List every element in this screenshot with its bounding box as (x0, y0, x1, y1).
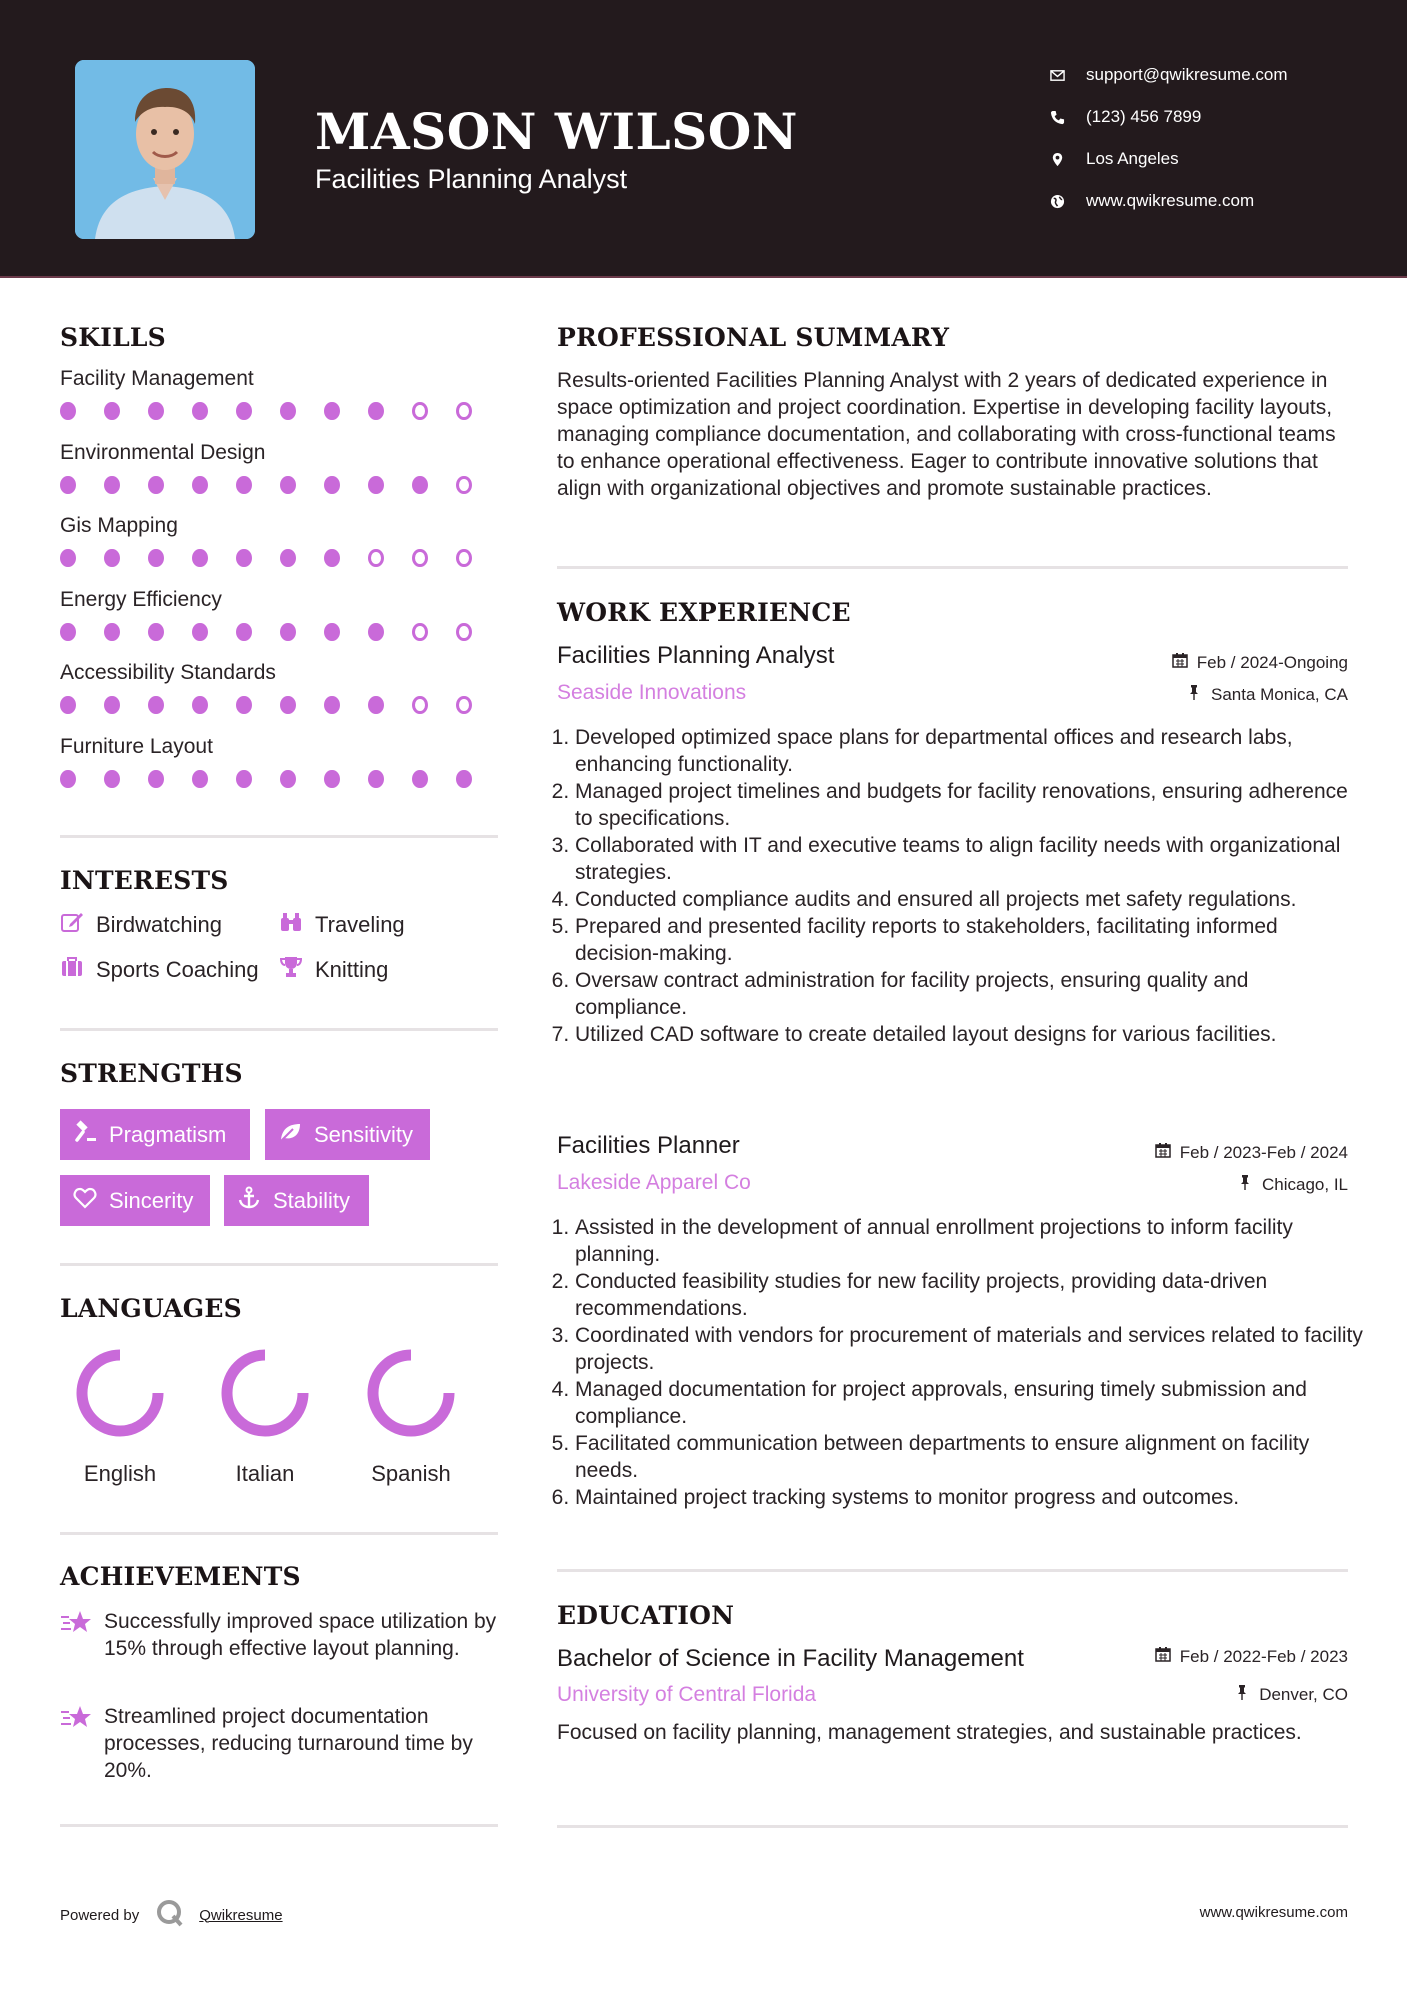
language-name: Italian (235, 1461, 295, 1486)
strengths-divider (60, 1263, 498, 1266)
strength-label: Pragmatism (109, 1121, 227, 1147)
language-arc (227, 1355, 303, 1431)
rating-dot-filled (236, 696, 252, 714)
rating-dot-filled (60, 696, 76, 714)
skill-name: Furniture Layout (60, 734, 213, 758)
leaf-icon (278, 1120, 314, 1150)
resume-header (0, 0, 1407, 278)
strength-chip (224, 1175, 369, 1226)
edit-icon (60, 910, 96, 940)
rating-dot-empty (412, 696, 428, 714)
job-bullet: 6. Oversaw contract administration for facility projects, ensuring quality and compliance. (575, 967, 1365, 1021)
calendar-icon (1172, 652, 1197, 673)
skill-item (60, 587, 500, 641)
rating-dot-filled (324, 770, 340, 788)
experience-heading: WORK EXPERIENCE (557, 598, 851, 627)
education-school: University of Central Florida (557, 1683, 817, 1706)
achievements-divider (60, 1824, 498, 1827)
language-name: Spanish (371, 1461, 451, 1486)
skill-item (60, 513, 500, 567)
summary-heading: PROFESSIONAL SUMMARY (557, 323, 950, 352)
rating-dot-filled (104, 402, 120, 420)
strength-label: Sincerity (109, 1187, 194, 1213)
gavel-icon (73, 1120, 109, 1150)
rating-dot-filled (280, 770, 296, 788)
skill-name: Environmental Design (60, 440, 266, 464)
rating-dot-filled (368, 402, 384, 420)
job-bullet: 3. Collaborated with IT and executive teams to align facility needs with organizational strategies. (575, 832, 1365, 886)
strengths-heading: STRENGTHS (60, 1059, 243, 1088)
education-description: Focused on facility planning, management strategies, and sustainable practices. (557, 1721, 1302, 1744)
rating-dot-filled (280, 402, 296, 420)
rating-dot-empty (368, 549, 384, 567)
rating-dot-filled (104, 476, 120, 494)
rating-dot-filled (148, 770, 164, 788)
contact-phone-text: (123) 456 7899 (1086, 107, 1202, 126)
rating-dot-filled (192, 623, 208, 641)
interest-item (279, 910, 405, 940)
rating-dot-filled (236, 770, 252, 788)
experience-divider (557, 1569, 1348, 1572)
rating-dot-filled (412, 476, 428, 494)
job-bullet: 3. Coordinated with vendors for procurement of materials and services related to facility projects. (575, 1322, 1365, 1376)
rating-dot-empty (412, 402, 428, 420)
rating-dot-filled (236, 476, 252, 494)
rating-dot-filled (368, 623, 384, 641)
rating-dot-empty (456, 549, 472, 567)
map-pin-icon (1050, 152, 1086, 167)
job-bullets (557, 1214, 1365, 1511)
job-dates (1155, 1142, 1348, 1163)
job-title: Facilities Planning Analyst (557, 642, 835, 669)
rating-dot-filled (192, 402, 208, 420)
rating-dot-filled (148, 402, 164, 420)
rating-dot-filled (192, 770, 208, 788)
pushpin-icon (1234, 1684, 1259, 1705)
strength-chip (265, 1109, 430, 1160)
strength-label: Stability (273, 1187, 351, 1213)
interest-label: Traveling (315, 912, 405, 937)
skill-name: Accessibility Standards (60, 661, 276, 684)
star-icon (60, 1703, 104, 1784)
rating-dot-filled (456, 770, 472, 788)
education-degree: Bachelor of Science in Facility Management (557, 1645, 1024, 1672)
rating-dot-filled (148, 623, 164, 641)
rating-dot-filled (192, 476, 208, 494)
job-dates-text: Feb / 2023-Feb / 2024 (1179, 1142, 1348, 1162)
rating-dot-filled (368, 696, 384, 714)
job-bullet: 1. Assisted in the development of annual enrollment projections to inform facility planning. (575, 1214, 1365, 1268)
contact-email[interactable] (1050, 54, 1288, 96)
job-bullets (557, 724, 1365, 1048)
phone-icon (1050, 110, 1086, 125)
languages-heading: LANGUAGES (60, 1294, 242, 1323)
skill-rating (60, 623, 500, 641)
rating-dot-filled (280, 696, 296, 714)
rating-dot-filled (148, 549, 164, 567)
skill-rating (60, 770, 500, 788)
candidate-name: MASON WILSON (315, 102, 798, 161)
contact-phone[interactable] (1050, 96, 1288, 138)
job-company: Lakeside Apparel Co (557, 1171, 751, 1194)
rating-dot-filled (60, 476, 76, 494)
job-location (1237, 1174, 1348, 1195)
rating-dot-filled (104, 770, 120, 788)
education-dates (1155, 1646, 1348, 1667)
summary-divider (557, 566, 1348, 569)
skill-rating (60, 402, 500, 420)
strength-label: Sensitivity (314, 1121, 414, 1147)
interests-divider (60, 1028, 498, 1031)
job-bullet: 1. Developed optimized space plans for departmental offices and research labs, enhancing functionality. (575, 724, 1365, 778)
binoculars-icon (279, 910, 315, 940)
education-dates-text: Feb / 2022-Feb / 2023 (1179, 1646, 1348, 1666)
interest-item (279, 955, 388, 985)
rating-dot-filled (60, 402, 76, 420)
achievement-item (60, 1703, 500, 1784)
contact-info (1050, 54, 1288, 222)
anchor-icon (237, 1186, 273, 1216)
interest-label: Knitting (315, 957, 389, 982)
rating-dot-filled (324, 696, 340, 714)
skill-item (60, 366, 500, 420)
job-bullet: 5. Prepared and presented facility reports to stakeholders, facilitating informed decision-making. (575, 913, 1365, 967)
language-ring (361, 1343, 461, 1443)
education-location (1234, 1684, 1348, 1705)
rating-dot-empty (412, 549, 428, 567)
envelope-icon (1050, 68, 1086, 83)
skill-rating (60, 696, 500, 714)
rating-dot-filled (368, 476, 384, 494)
language-ring (215, 1343, 315, 1443)
job-bullet: 2. Managed project timelines and budgets for facility renovations, ensuring adherence to specifications. (575, 778, 1365, 832)
rating-dot-filled (104, 549, 120, 567)
achievement-text: Successfully improved space utilization by 15% through effective layout planning. (104, 1610, 497, 1660)
calendar-icon (1155, 1142, 1180, 1163)
rating-dot-filled (324, 623, 340, 641)
languages-divider (60, 1532, 498, 1535)
contact-location-text: Los Angeles (1086, 149, 1179, 168)
powered-by-text: Powered by (60, 1906, 140, 1924)
job-location (1186, 684, 1348, 705)
skill-rating (60, 476, 500, 494)
job-bullet: 5. Facilitated communication between departments to ensure alignment on facility needs. (575, 1430, 1365, 1484)
language-name: English (83, 1461, 157, 1486)
skills-heading: SKILLS (60, 323, 166, 352)
job-bullet: 4. Managed documentation for project approvals, ensuring timely submission and compliance. (575, 1376, 1365, 1430)
footer-powered-by (60, 1898, 283, 1932)
job-location-text: Santa Monica, CA (1210, 684, 1348, 704)
language-ring (70, 1343, 170, 1443)
rating-dot-filled (60, 623, 76, 641)
rating-dot-empty (456, 696, 472, 714)
skill-item (60, 660, 500, 714)
rating-dot-filled (412, 770, 428, 788)
interest-label: Sports Coaching (96, 957, 259, 982)
rating-dot-filled (104, 623, 120, 641)
candidate-title: Facilities Planning Analyst (315, 164, 628, 194)
skills-divider (60, 835, 498, 838)
skill-item (60, 734, 500, 788)
skill-name: Gis Mapping (60, 514, 178, 537)
job-bullet: 2. Conducted feasibility studies for new facility projects, providing data-driven recommendations. (575, 1268, 1365, 1322)
globe-icon (1050, 194, 1086, 209)
qwikresume-logo-icon (139, 1898, 199, 1932)
rating-dot-filled (236, 623, 252, 641)
interests-heading: INTERESTS (60, 866, 229, 895)
rating-dot-filled (60, 549, 76, 567)
rating-dot-empty (456, 476, 472, 494)
education-location-text: Denver, CO (1259, 1684, 1348, 1704)
job-title: Facilities Planner (557, 1132, 740, 1159)
strength-chip (60, 1175, 210, 1226)
rating-dot-filled (236, 549, 252, 567)
language-arc (373, 1355, 449, 1431)
language-item (55, 1343, 185, 1487)
rating-dot-filled (280, 549, 296, 567)
contact-location (1050, 138, 1288, 180)
summary-text: Results-oriented Facilities Planning Analyst with 2 years of dedicated experience in space optimization and project coordination. Expertise in developing facility layouts, managing compliance documentation, and collaborating with cross-functional teams to enhance operational effectiveness. Eager to contribute innovative solutions that align with organizational objectives and promote sustainable practices. (557, 369, 1336, 500)
pushpin-icon (1186, 684, 1211, 705)
rating-dot-filled (60, 770, 76, 788)
job-location-text: Chicago, IL (1262, 1174, 1348, 1194)
skill-name: Energy Efficiency (60, 587, 222, 611)
job-bullet: 7. Utilized CAD software to create detailed layout designs for various facilities. (575, 1021, 1365, 1048)
job-bullet: 4. Conducted compliance audits and ensured all projects met safety regulations. (575, 886, 1365, 913)
profile-photo (75, 60, 255, 239)
rating-dot-filled (192, 696, 208, 714)
interest-item (60, 910, 222, 940)
achievements-heading: ACHIEVEMENTS (60, 1562, 301, 1591)
footer-website[interactable]: www.qwikresume.com (1199, 1904, 1348, 1921)
education-heading: EDUCATION (557, 1601, 735, 1630)
rating-dot-filled (368, 770, 384, 788)
rating-dot-empty (412, 623, 428, 641)
language-item (346, 1343, 476, 1487)
job-dates (1172, 652, 1348, 673)
achievement-item (60, 1608, 500, 1662)
interest-label: Birdwatching (96, 912, 222, 937)
interest-item (60, 955, 259, 985)
rating-dot-filled (280, 623, 296, 641)
education-divider (557, 1825, 1348, 1828)
calendar-icon (1155, 1646, 1180, 1667)
rating-dot-empty (456, 402, 472, 420)
skill-item (60, 440, 500, 494)
pushpin-icon (1237, 1174, 1262, 1195)
star-icon (60, 1608, 104, 1662)
job-bullet: 6. Maintained project tracking systems to monitor progress and outcomes. (575, 1484, 1365, 1511)
rating-dot-filled (192, 549, 208, 567)
contact-email-text: support@qwikresume.com (1086, 65, 1288, 84)
job-dates-text: Feb / 2024-Ongoing (1196, 652, 1348, 672)
trophy-icon (279, 955, 315, 985)
rating-dot-empty (456, 623, 472, 641)
rating-dot-filled (324, 549, 340, 567)
language-item (200, 1343, 330, 1487)
qwikresume-link[interactable]: Qwikresume (199, 1906, 283, 1924)
rating-dot-filled (280, 476, 296, 494)
strength-chip (60, 1109, 250, 1160)
contact-website-text: www.qwikresume.com (1086, 191, 1255, 210)
suitcase-icon (60, 955, 96, 985)
achievement-text: Streamlined project documentation processes, reducing turnaround time by 20%. (104, 1705, 473, 1782)
heart-icon (73, 1186, 109, 1216)
rating-dot-filled (148, 696, 164, 714)
contact-website[interactable] (1050, 180, 1288, 222)
rating-dot-filled (104, 696, 120, 714)
language-arc (82, 1355, 158, 1431)
skill-name: Facility Management (60, 367, 254, 390)
job-company: Seaside Innovations (557, 681, 747, 704)
rating-dot-filled (324, 402, 340, 420)
rating-dot-filled (148, 476, 164, 494)
rating-dot-filled (236, 402, 252, 420)
rating-dot-filled (324, 476, 340, 494)
skill-rating (60, 549, 500, 567)
